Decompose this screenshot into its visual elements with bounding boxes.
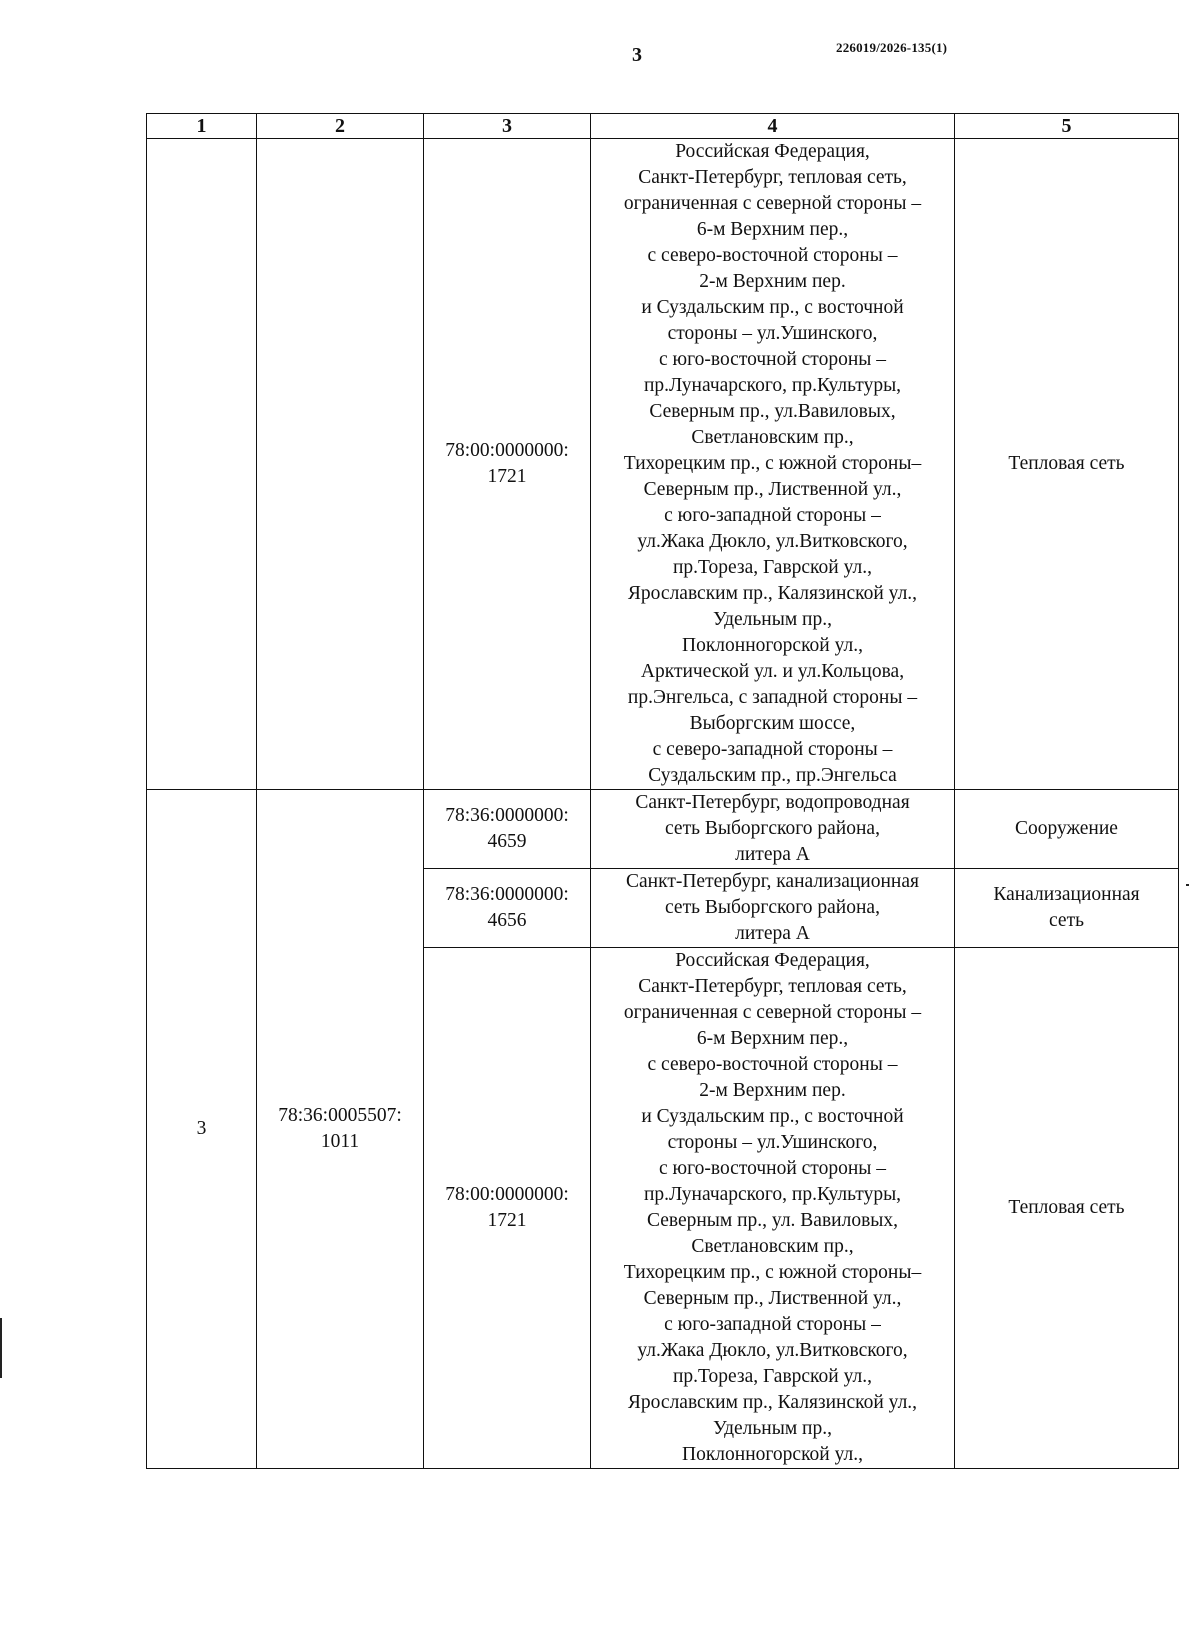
address-line: ограниченная с северной стороны – (623, 193, 922, 214)
address-line: пр.Тореза, Гаврской ул., (673, 1366, 872, 1387)
address-line: пр.Тореза, Гаврской ул., (673, 557, 872, 578)
address-line: Арктической ул. и ул.Кольцова, (640, 661, 905, 682)
object-name-line: сеть (1049, 910, 1084, 931)
cadastral-line: 78:00:0000000: (445, 1184, 569, 1205)
column-header-2: 2 (257, 114, 424, 139)
address-line: ул.Жака Дюкло, ул.Витковского, (637, 531, 908, 552)
cadastral-number-cell (424, 869, 591, 948)
address-line: Северным пр., Лиственной ул., (643, 1288, 902, 1309)
address-line: Российская Федерация, (675, 141, 870, 162)
cadastral-line: 78:00:0000000: (445, 440, 569, 461)
land-cadastral-cell (257, 139, 424, 790)
address-line: 2-м Верхним пер. (699, 1080, 846, 1101)
address-line: с северо-восточной стороны – (647, 245, 898, 266)
address-line: сеть Выборгского района, (665, 897, 880, 918)
address-line: пр.Луначарского, пр.Культуры, (643, 375, 902, 396)
address-line: Поклонногорской ул., (682, 1444, 863, 1465)
document-number: 226019/2026-135(1) (836, 40, 948, 55)
cadastral-line: 78:36:0000000: (445, 805, 569, 826)
land-cadastral-cell (257, 790, 424, 1469)
address-line: Светлановским пр., (691, 427, 854, 448)
address-line: с северо-восточной стороны – (647, 1054, 898, 1075)
object-name-line: Канализационная (993, 884, 1140, 905)
address-line: стороны – ул.Ушинского, (667, 1132, 878, 1153)
address-line: и Суздальским пр., с восточной (641, 1106, 904, 1127)
column-header-4: 4 (591, 114, 955, 139)
land-cadastral-line: 78:36:0005507: (278, 1105, 402, 1126)
address-line: ограниченная с северной стороны – (623, 1002, 922, 1023)
column-header-1: 1 (147, 114, 257, 139)
address-line: Суздальским пр., пр.Энгельса (648, 765, 897, 786)
address-line: Санкт-Петербург, канализационная (626, 871, 919, 892)
address-line: с северо-западной стороны – (652, 739, 893, 760)
address-line: Российская Федерация, (675, 950, 870, 971)
object-name-line: Сооружение (1015, 818, 1118, 839)
address-line: ул.Жака Дюкло, ул.Витковского, (637, 1340, 908, 1361)
column-header-5: 5 (955, 114, 1179, 139)
column-number-row (147, 114, 1179, 139)
address-line: литера А (735, 844, 810, 865)
table-row (147, 790, 1179, 869)
address-line: Северным пр., ул.Вавиловых, (649, 401, 896, 422)
address-line: 6-м Верхним пер., (696, 219, 849, 240)
cadastral-number-cell (424, 139, 591, 790)
cadastral-line: 78:36:0000000: (445, 884, 569, 905)
table-row (147, 139, 1179, 790)
address-line: Поклонногорской ул., (682, 635, 863, 656)
address-line: Ярославским пр., Калязинской ул., (627, 583, 918, 604)
register-table (146, 113, 1179, 1469)
cadastral-number-cell (424, 948, 591, 1469)
address-line: Санкт-Петербург, водопроводная (635, 792, 910, 813)
row-number-cell (147, 139, 257, 790)
address-line: Удельным пр., (713, 609, 832, 630)
column-header-3: 3 (424, 114, 591, 139)
address-line: с юго-восточной стороны – (659, 1158, 886, 1179)
cadastral-line: 4659 (487, 831, 527, 852)
address-line: Светлановским пр., (691, 1236, 854, 1257)
scan-edge-mark (1186, 884, 1189, 886)
object-name-cell: Тепловая сеть (955, 139, 1179, 790)
address-line: с юго-западной стороны – (664, 1314, 881, 1335)
address-line: стороны – ул.Ушинского, (667, 323, 878, 344)
address-line: с юго-западной стороны – (664, 505, 881, 526)
address-line: Северным пр., Лиственной ул., (643, 479, 902, 500)
address-line: пр.Энгельса, с западной стороны – (627, 687, 918, 708)
address-line: 2-м Верхним пер. (699, 271, 846, 292)
cadastral-line: 4656 (487, 910, 527, 931)
address-line: Санкт-Петербург, тепловая сеть, (638, 976, 907, 997)
address-line: сеть Выборгского района, (665, 818, 880, 839)
address-cell (591, 139, 955, 790)
object-name-cell (955, 869, 1179, 948)
address-cell (591, 869, 955, 948)
address-line: Тихорецким пр., с южной стороны– (623, 453, 922, 474)
address-line: Северным пр., ул. Вавиловых, (646, 1210, 899, 1231)
scan-edge-mark (0, 1318, 2, 1378)
address-cell (591, 790, 955, 869)
row-number-cell: 3 (147, 790, 257, 1469)
cadastral-line: 1721 (487, 466, 527, 487)
land-cadastral-line: 1011 (320, 1131, 360, 1152)
address-line: Тихорецким пр., с южной стороны– (623, 1262, 922, 1283)
object-name-cell (955, 948, 1179, 1469)
address-line: Ярославским пр., Калязинской ул., (627, 1392, 918, 1413)
address-cell (591, 948, 955, 1469)
address-line: Удельным пр., (713, 1418, 832, 1439)
cadastral-number-cell (424, 790, 591, 869)
address-line: литера А (735, 923, 810, 944)
address-line: Выборгским шоссе, (689, 713, 856, 734)
address-line: и Суздальским пр., с восточной (641, 297, 904, 318)
object-name-line: Тепловая сеть (1008, 1197, 1125, 1218)
address-line: Санкт-Петербург, тепловая сеть, (638, 167, 907, 188)
address-line: с юго-восточной стороны – (659, 349, 886, 370)
object-name-cell (955, 790, 1179, 869)
cadastral-line: 1721 (487, 1210, 527, 1231)
address-line: пр.Луначарского, пр.Культуры, (643, 1184, 902, 1205)
page-number: 3 (632, 44, 642, 66)
address-line: 6-м Верхним пер., (696, 1028, 849, 1049)
